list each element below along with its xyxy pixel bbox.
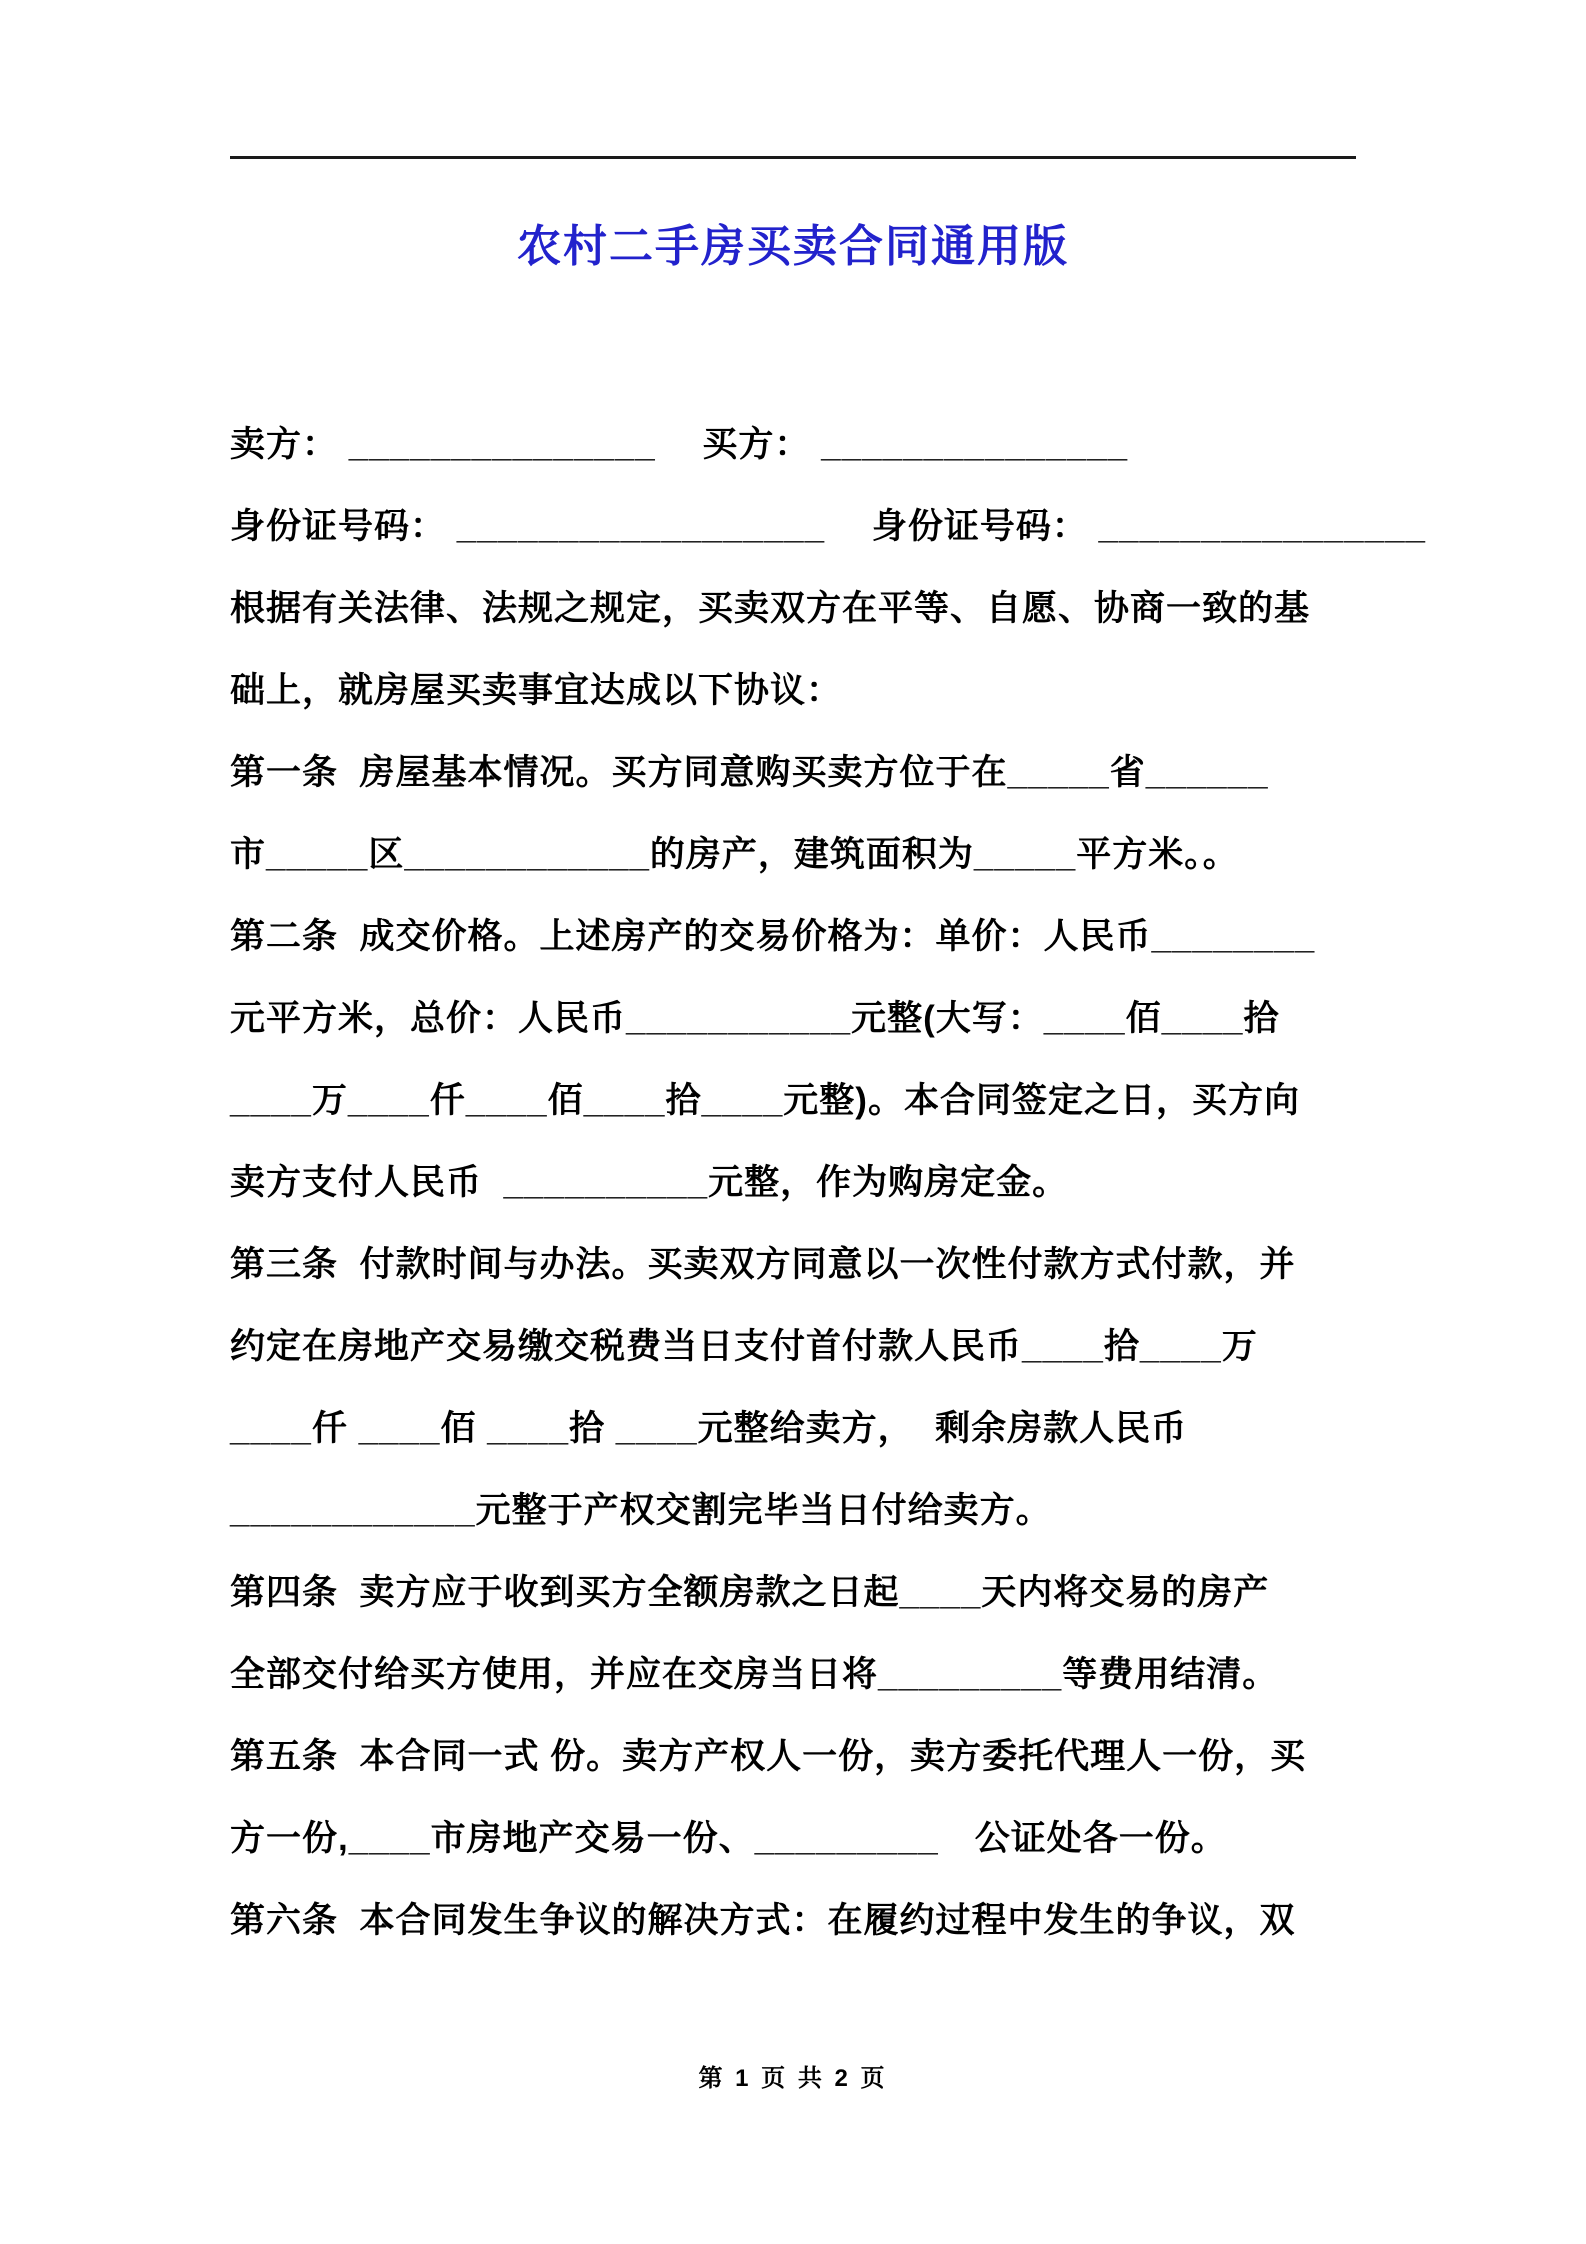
body-line: 根据有关法律、法规之规定，买卖双方在平等、自愿、协商一致的基 xyxy=(230,589,1311,628)
contract-body xyxy=(230,404,1426,1962)
body-line-seller-buyer: 卖方： _______________ 买方： _______________ xyxy=(230,425,1129,464)
page-number-footer: 第 1 页 共 2 页 xyxy=(698,2065,888,2092)
body-line-article-4: 第四条 卖方应于收到买方全额房款之日起____天内将交易的房产 xyxy=(230,1573,1270,1612)
body-line-article-1: 第一条 房屋基本情况。买方同意购买卖方位于在_____省______ xyxy=(230,753,1269,792)
body-line: 础上，就房屋买卖事宜达成以下协议： xyxy=(230,671,843,710)
body-line-id-numbers: 身份证号码： __________________ 身份证号码： ________________ xyxy=(230,507,1426,546)
body-line: ____万____仟____佰____拾____元整)。本合同签定之日，买方向 xyxy=(230,1081,1300,1120)
body-line-article-6: 第六条 本合同发生争议的解决方式：在履约过程中发生的争议，双 xyxy=(230,1901,1296,1940)
document-title: 农村二手房买卖合同通用版 xyxy=(517,222,1069,271)
top-divider-rule xyxy=(230,156,1356,159)
body-line: ____仟 ____佰 ____拾 ____元整给卖方， 剩余房款人民币 xyxy=(230,1409,1188,1448)
body-line: 全部交付给买方使用，并应在交房当日将_________等费用结清。 xyxy=(230,1655,1279,1694)
body-line: 市_____区____________的房产，建筑面积为_____平方米。。 xyxy=(230,835,1239,874)
body-line: 约定在房地产交易缴交税费当日支付首付款人民币____拾____万 xyxy=(230,1327,1258,1366)
body-line-article-5: 第五条 本合同一式 份。卖方产权人一份，卖方委托代理人一份，买 xyxy=(230,1737,1307,1776)
body-line-article-2: 第二条 成交价格。上述房产的交易价格为：单价：人民币________ xyxy=(230,917,1316,956)
body-line: 元平方米，总价：人民币___________元整(大写：____佰____拾 xyxy=(230,999,1280,1038)
body-line: 卖方支付人民币 __________元整，作为购房定金。 xyxy=(230,1163,1069,1202)
body-line: ____________元整于产权交割完毕当日付给卖方。 xyxy=(230,1491,1052,1530)
body-line-article-3: 第三条 付款时间与办法。买卖双方同意以一次性付款方式付款，并 xyxy=(230,1245,1296,1284)
body-line: 方一份,____市房地产交易一份、_________ 公证处各一份。 xyxy=(230,1819,1227,1858)
